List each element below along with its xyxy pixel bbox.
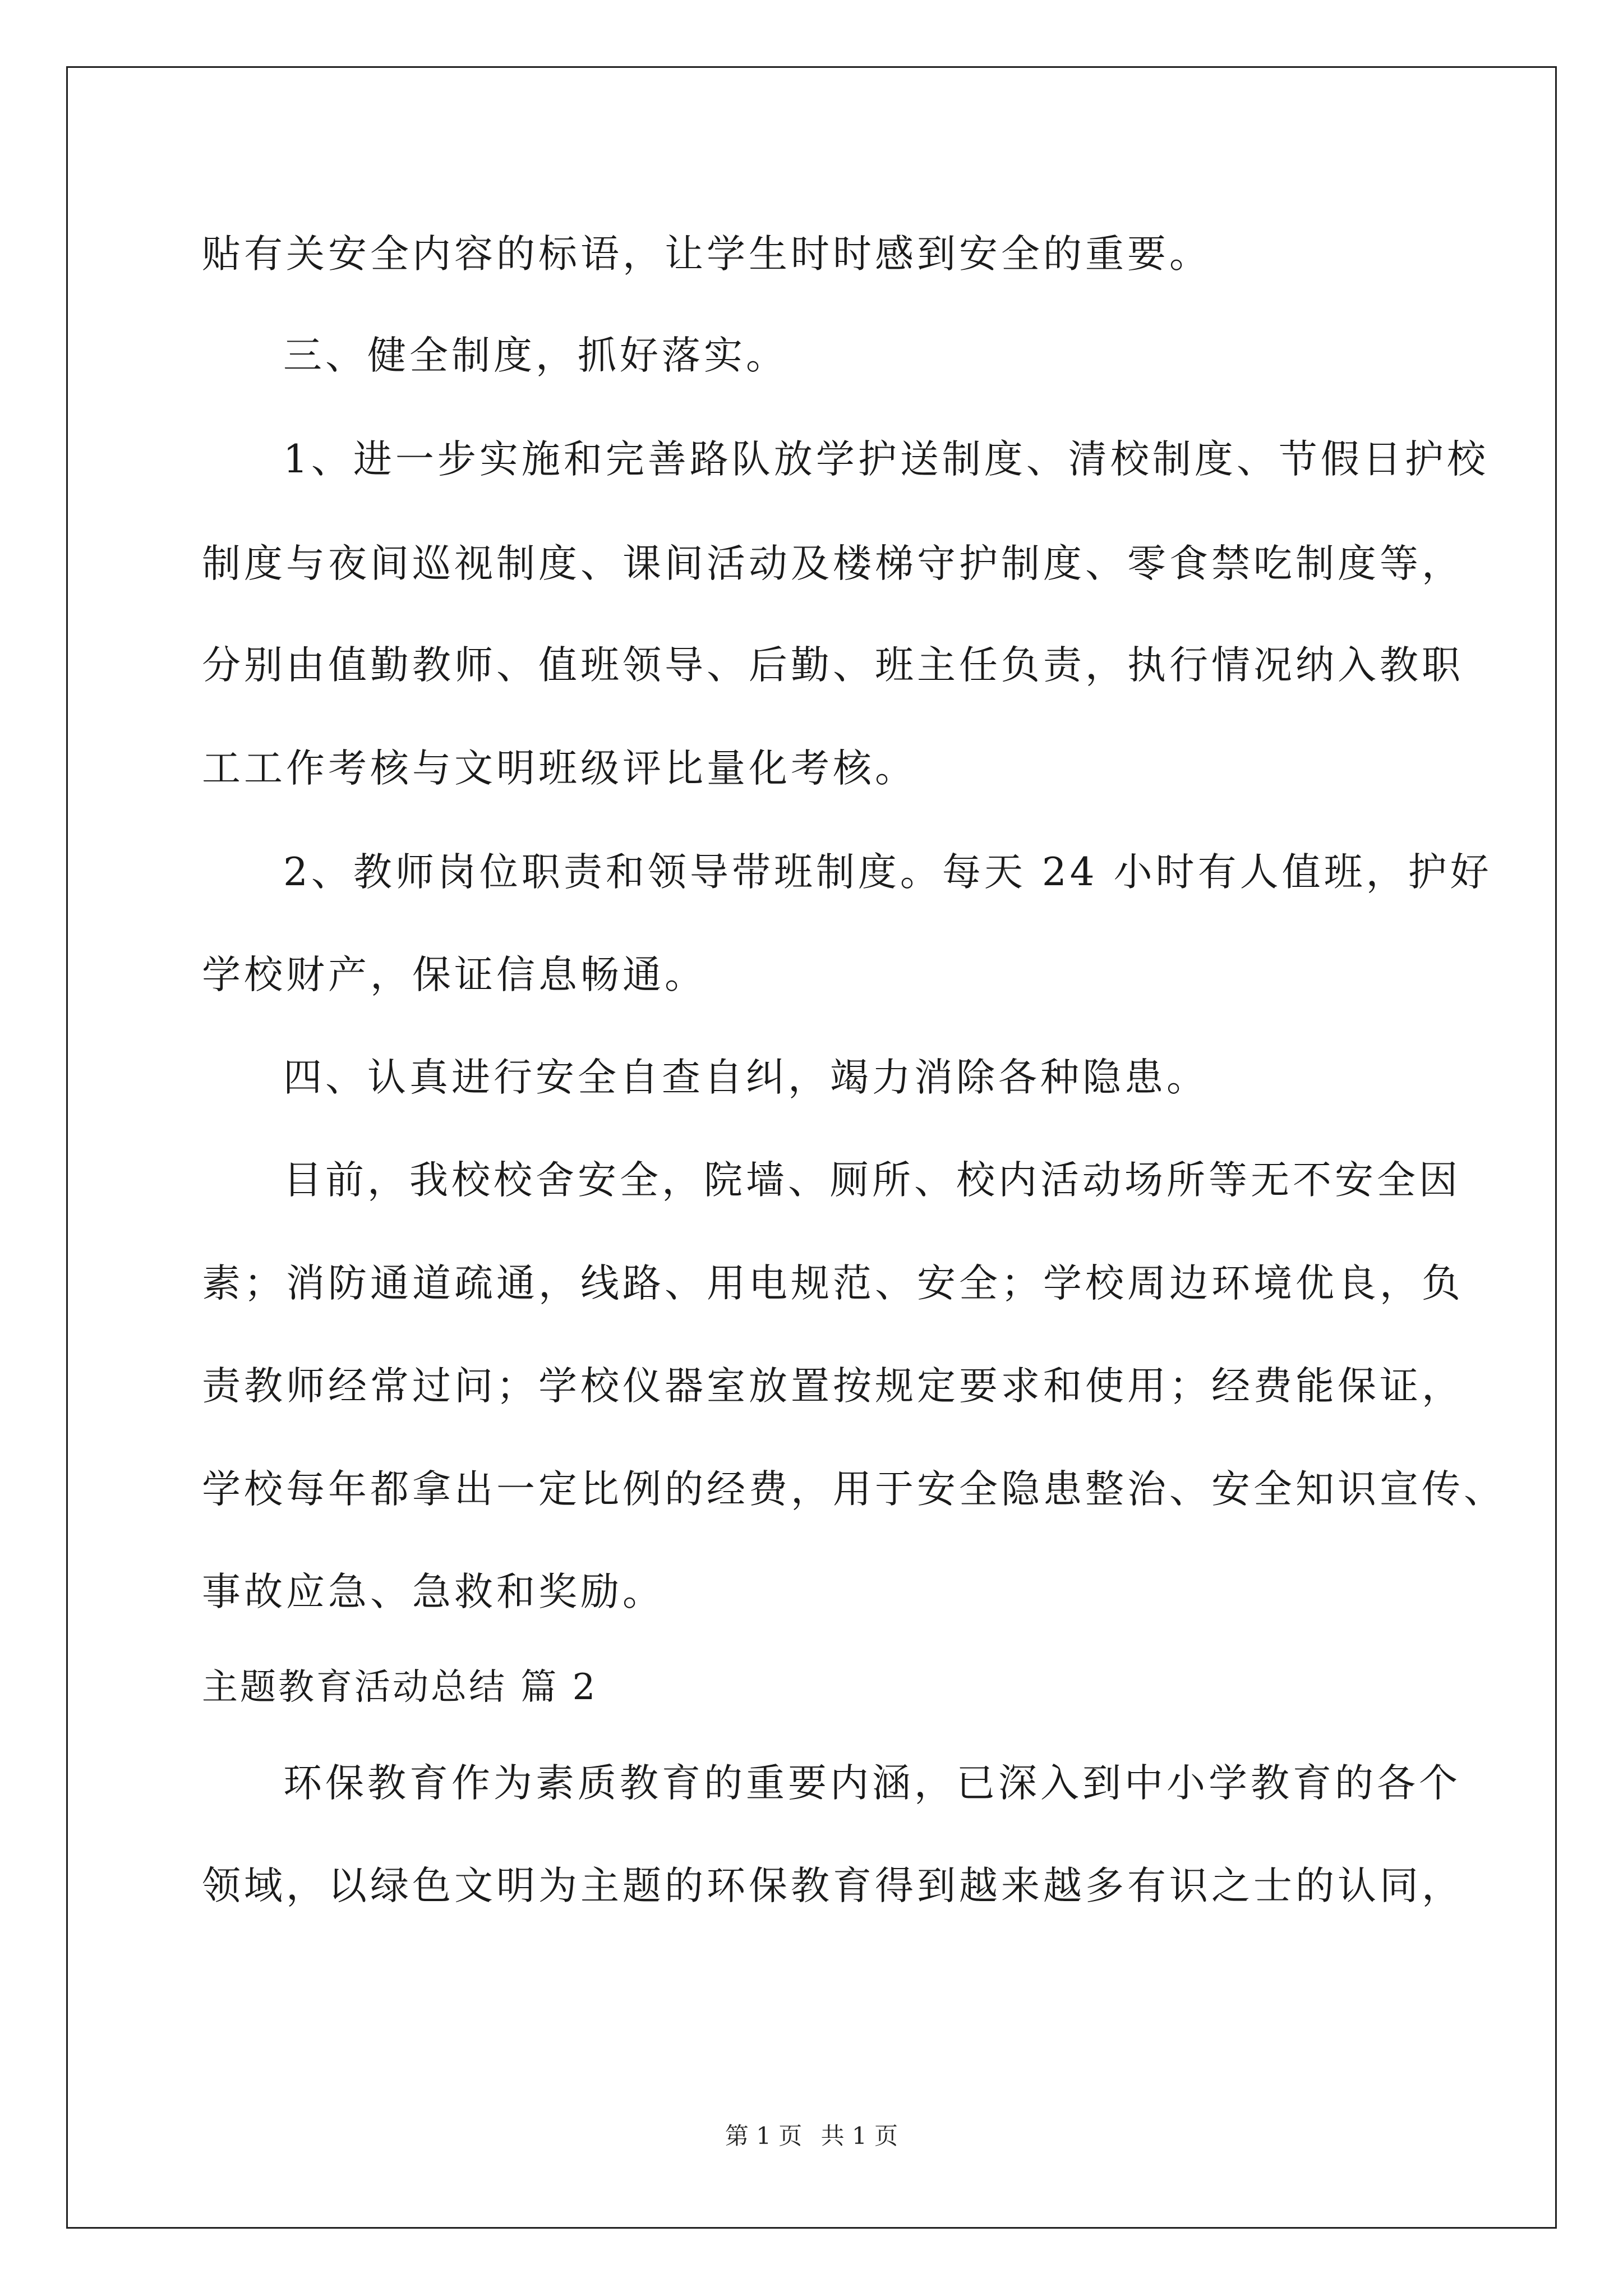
text-line: 贴有关安全内容的标语，让学生时时感到安全的重要。	[202, 232, 1211, 277]
page-footer	[0, 2120, 1623, 2152]
section-heading: 三、健全制度，抓好落实。	[283, 333, 788, 378]
page-count: 共 1 页	[820, 2122, 898, 2150]
article-title: 主题教育活动总结 篇 2	[202, 1667, 598, 1708]
text-line: 学校财产，保证信息畅通。	[202, 953, 707, 997]
text-line: 领域，以绿色文明为主题的环保教育得到越来越多有识之士的认同，	[202, 1864, 1464, 1908]
text-line: 1、进一步实施和完善路队放学护送制度、清校制度、节假日护校	[283, 437, 1489, 482]
text-line: 工工作考核与文明班级评比量化考核。	[202, 746, 917, 791]
text-line: 目前，我校校舍安全，院墙、厕所、校内活动场所等无不安全因	[283, 1158, 1461, 1203]
text-line: 责教师经常过问；学校仪器室放置按规定要求和使用；经费能保证，	[202, 1364, 1464, 1409]
page-number: 第 1 页	[725, 2122, 803, 2150]
text-line: 学校每年都拿出一定比例的经费，用于安全隐患整治、安全知识宣传、	[202, 1467, 1506, 1512]
text-line: 分别由值勤教师、值班领导、后勤、班主任负责，执行情况纳入教职	[202, 643, 1464, 688]
text-line: 事故应急、急救和奖励。	[202, 1570, 665, 1614]
text-line: 2、教师岗位职责和领导带班制度。每天 24 小时有人值班，护好	[283, 850, 1492, 895]
text-line: 环保教育作为素质教育的重要内涵，已深入到中小学教育的各个	[283, 1761, 1461, 1806]
text-line: 素；消防通道疏通，线路、用电规范、安全；学校周边环境优良，负	[202, 1261, 1464, 1306]
section-heading: 四、认真进行安全自查自纠，竭力消除各种隐患。	[283, 1055, 1209, 1100]
text-line: 制度与夜间巡视制度、课间活动及楼梯守护制度、零食禁吃制度等，	[202, 541, 1464, 586]
